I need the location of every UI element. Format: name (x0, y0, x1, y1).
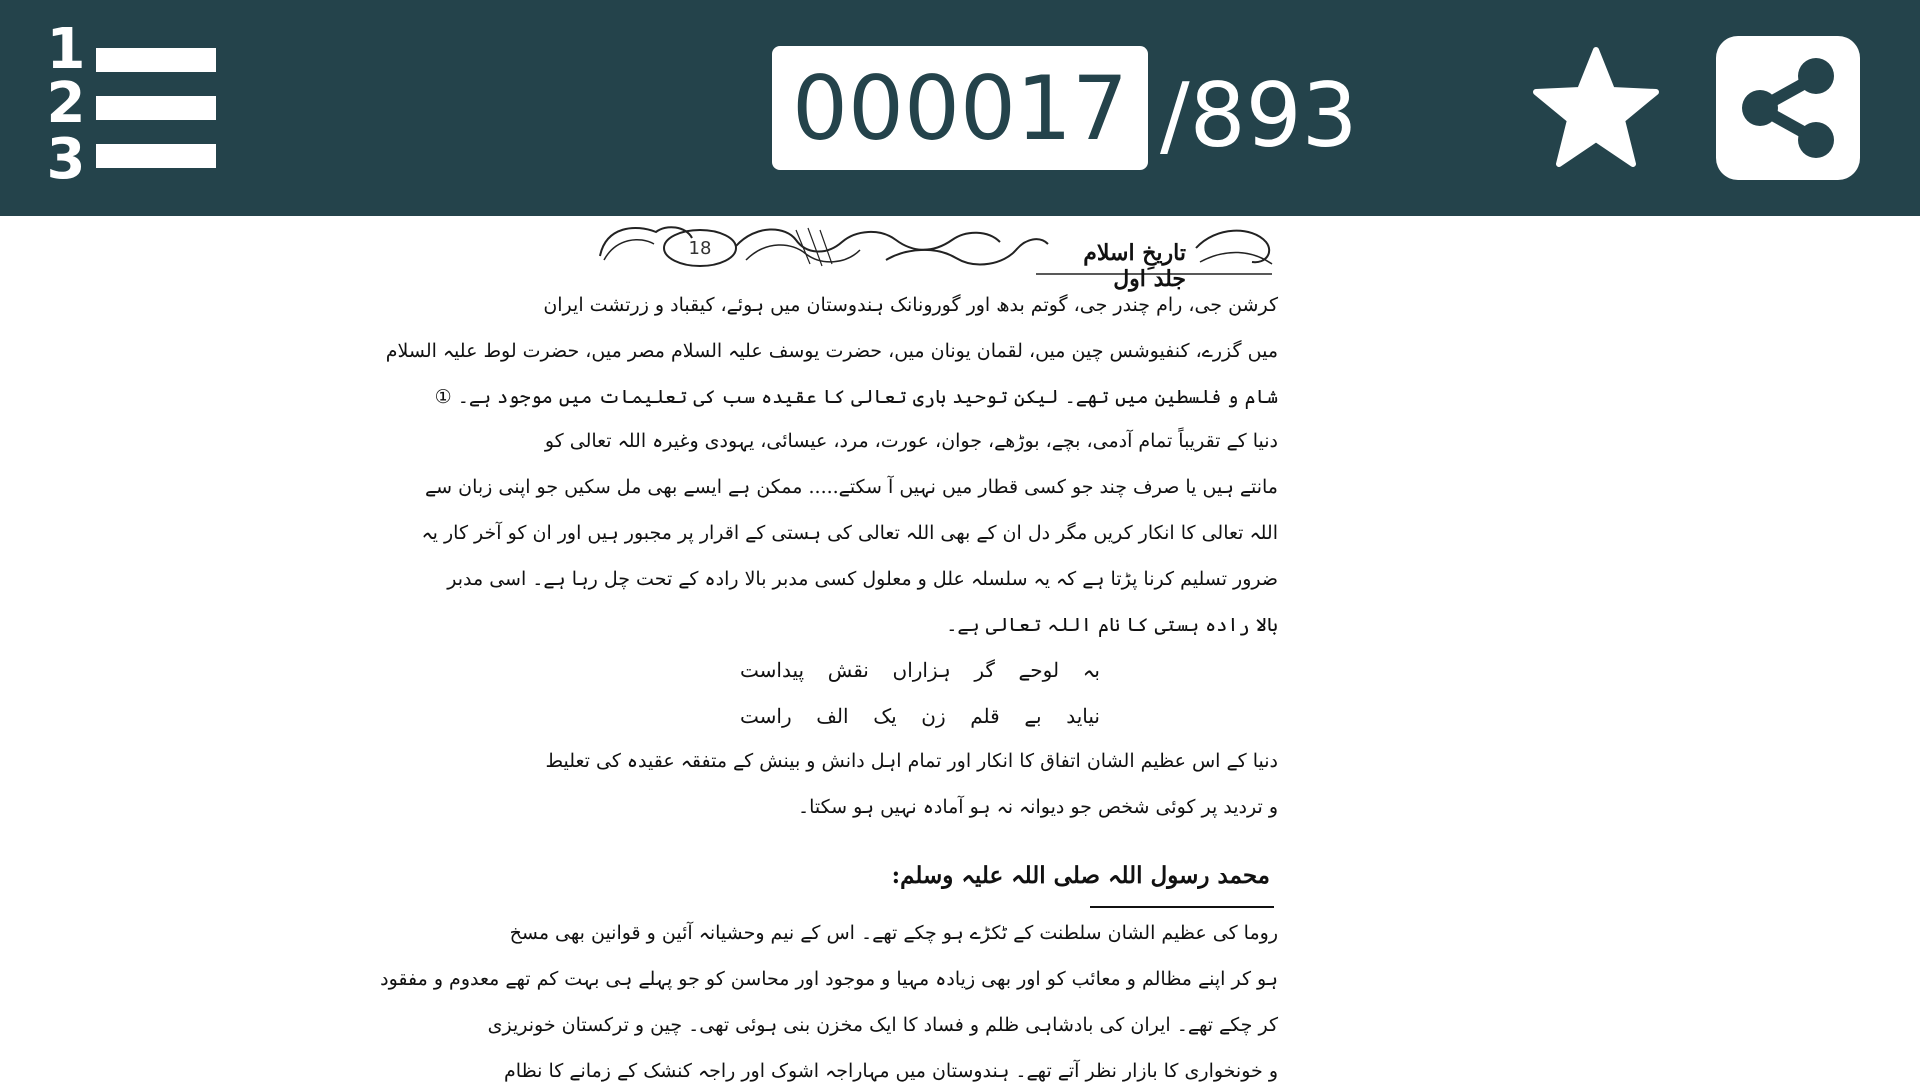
text-line: روما کی عظیم الشان سلطنت کے ٹکڑے ہو چکے تھے۔ اس کے نیم وحشیانہ آئین و قوانین بھی مسخ (509, 922, 1278, 944)
text-line: دنیا کے اس عظیم الشان اتفاق کا انکار اور تمام اہل دانش و بینش کے متفقہ عقیدہ کی تعلیط (545, 750, 1278, 772)
text-line: و تردید پر کوئی شخص جو دیوانہ نہ ہو آمادہ نہیں ہو سکتا۔ (797, 796, 1278, 818)
toc-number-1: 1 (46, 17, 86, 82)
total-pages-label: /893 (1160, 64, 1358, 167)
table-of-contents-button[interactable] (44, 17, 226, 196)
page-number-input[interactable] (772, 46, 1148, 170)
book-page (380, 216, 1280, 1082)
text-line: مانتے ہیں یا صرف چند جو کسی قطار میں نہیں آ سکتے..... ممکن ہے ایسے بھی مل سکیں جو اپنی زبان سے (425, 476, 1278, 498)
page-number: 18 (688, 238, 712, 259)
top-toolbar (0, 0, 1920, 216)
text-line: ہو کر اپنے مظالم و معائب کو اور بھی زیادہ مہیا و موجود اور محاسن کو جو پہلے ہی بہت کم تھے معدوم و مفقود (380, 968, 1278, 990)
book-title: تاریخِ اسلام جلد اول (1083, 240, 1186, 292)
numbered-list-icon (96, 96, 216, 120)
toc-number-2: 2 (46, 71, 86, 136)
text-line: بالا رادہ ہستی کا نام اللہ تعالی ہے۔ (946, 614, 1278, 636)
bookmark-button[interactable] (1532, 46, 1660, 170)
star-icon (1532, 46, 1660, 170)
share-icon (1716, 36, 1860, 180)
heading-underline (1090, 906, 1274, 908)
page-header-ornament (596, 220, 1276, 292)
share-button[interactable] (1716, 36, 1860, 180)
text-line: میں گزرے، کنفیوشس چین میں، لقمان یونان میں، حضرت یوسف علیہ السلام مصر میں، حضرت لوط علیہ السلام (385, 340, 1278, 362)
text-line: اللہ تعالی کا انکار کریں مگر دل ان کے بھی اللہ تعالی کی ہستی کے اقرار پر مجبور ہیں اور ان کو آخر کار یہ (421, 522, 1278, 544)
text-line: دنیا کے تقریباً تمام آدمی، بچے، بوڑھے، جوان، عورت، مرد، عیسائی، یہودی وغیرہ اللہ تعالی کو (544, 430, 1278, 452)
section-heading: محمد رسول اللہ صلی اللہ علیہ وسلم: (891, 862, 1270, 889)
verse-line: نیاید بے قلم زن یک الف راست (740, 704, 1100, 728)
numbered-list-icon (96, 48, 216, 72)
verse-line: بہ لوحے گر ہزاراں نقش پیداست (740, 658, 1100, 682)
text-line: کرشن جی، رام چندر جی، گوتم بدھ اور گورونانک ہندوستان میں ہوئے، کیقباد و زرتشت ایران (543, 294, 1278, 316)
page-viewer[interactable] (0, 216, 1920, 1080)
text-line: و خونخواری کا بازار نظر آتے تھے۔ ہندوستان میں مہاراجہ اشوک اور راجہ کنشک کے زمانے کا نظام (504, 1060, 1278, 1082)
text-line: شام و فلسطین میں تھے۔ لیکن توحید باری تعالی کا عقیدہ سب کی تعلیمات میں موجود ہے۔ ① (434, 386, 1278, 408)
text-line: ضرور تسلیم کرنا پڑتا ہے کہ یہ سلسلہ علل و معلول کسی مدبر بالا رادہ کے تحت چل رہا ہے۔ اسی مدبر (447, 568, 1278, 590)
numbered-list-icon (96, 144, 216, 168)
toc-number-3: 3 (46, 127, 86, 192)
text-line: کر چکے تھے۔ ایران کی بادشاہی ظلم و فساد کا ایک مخزن بنی ہوئی تھی۔ چین و ترکستان خونریزی (487, 1014, 1278, 1036)
